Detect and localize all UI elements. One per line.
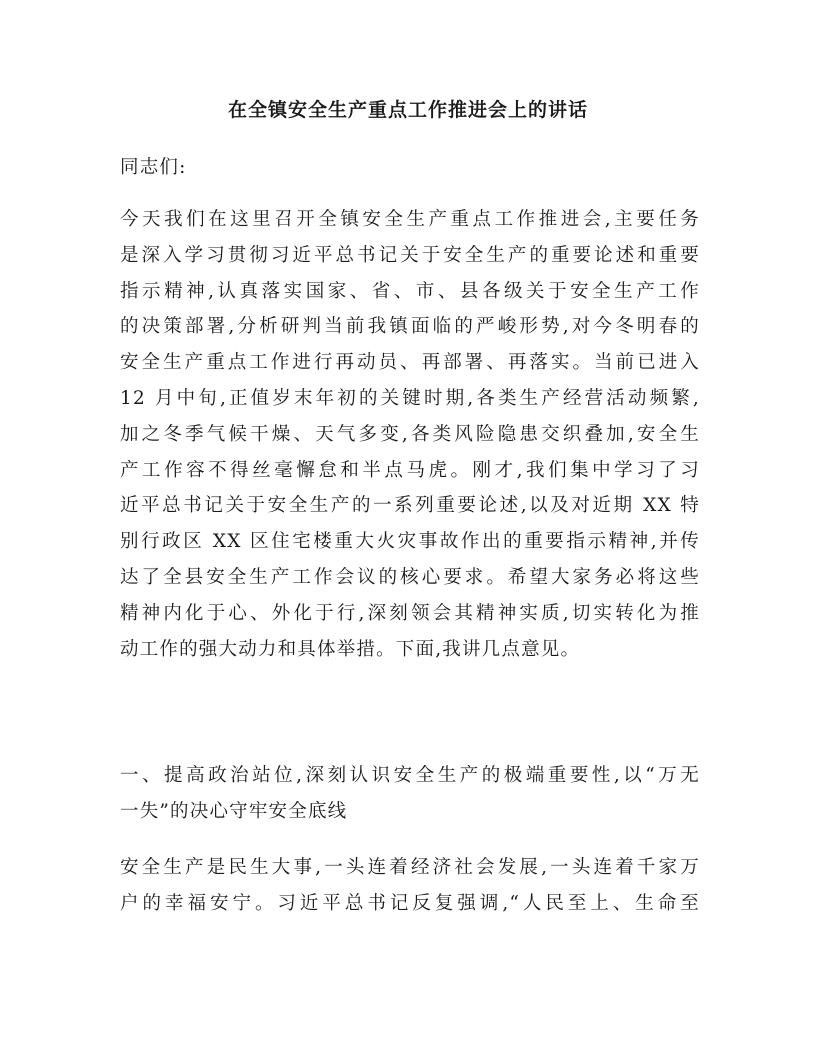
greeting-line: 同志们: [120,157,187,178]
heading-line: 一、提高政治站位,深刻认识安全生产的极端重要性,以“万无 [120,765,700,786]
section-heading-1 [120,758,700,830]
document-title: 在全镇安全生产重点工作推进会上的讲话 [227,99,588,121]
paragraph-intro [120,202,700,667]
heading-line: 一失”的决心守牢安全底线 [120,800,348,822]
paragraph-line: 近平总书记关于安全生产的一系列重要论述,以及对近期 XX 特 [120,495,700,517]
paragraph-line: 是深入学习贯彻习近平总书记关于安全生产的重要论述和重要 [120,244,700,266]
paragraph-line: 达了全县安全生产工作会议的核心要求。希望大家务必将这些 [120,566,700,588]
greeting [120,150,700,186]
paragraph-line: 安全生产是民生大事,一头连着经济社会发展,一头连着千家万 [120,857,700,878]
paragraph-line: 指示精神,认真落实国家、省、市、县各级关于安全生产工作 [120,280,700,302]
paragraph-section-1 [120,850,700,922]
paragraph-line: 精神内化于心、外化于行,深刻领会其精神实质,切实转化为推 [120,602,700,624]
paragraph-line: 的决策部署,分析研判当前我镇面临的严峻形势,对今冬明春的 [120,316,700,338]
paragraph-line: 户的幸福安宁。习近平总书记反复强调,“人民至上、生命至 [120,892,700,914]
paragraph-line: 加之冬季气候干燥、天气多变,各类风险隐患交织叠加,安全生 [120,423,700,445]
paragraph-line: 产工作容不得丝毫懈怠和半点马虎。刚才,我们集中学习了习 [120,459,700,481]
paragraph-line: 安全生产重点工作进行再动员、再部署、再落实。当前已进入 [120,352,700,374]
paragraph-line: 今天我们在这里召开全镇安全生产重点工作推进会,主要任务 [120,209,700,230]
paragraph-line: 别行政区 XX 区住宅楼重大火灾事故作出的重要指示精神,并传 [120,531,700,553]
paragraph-line: 12 月中旬,正值岁末年初的关键时期,各类生产经营活动频繁, [120,387,700,409]
paragraph-line: 动工作的强大动力和具体举措。下面,我讲几点意见。 [120,638,581,660]
